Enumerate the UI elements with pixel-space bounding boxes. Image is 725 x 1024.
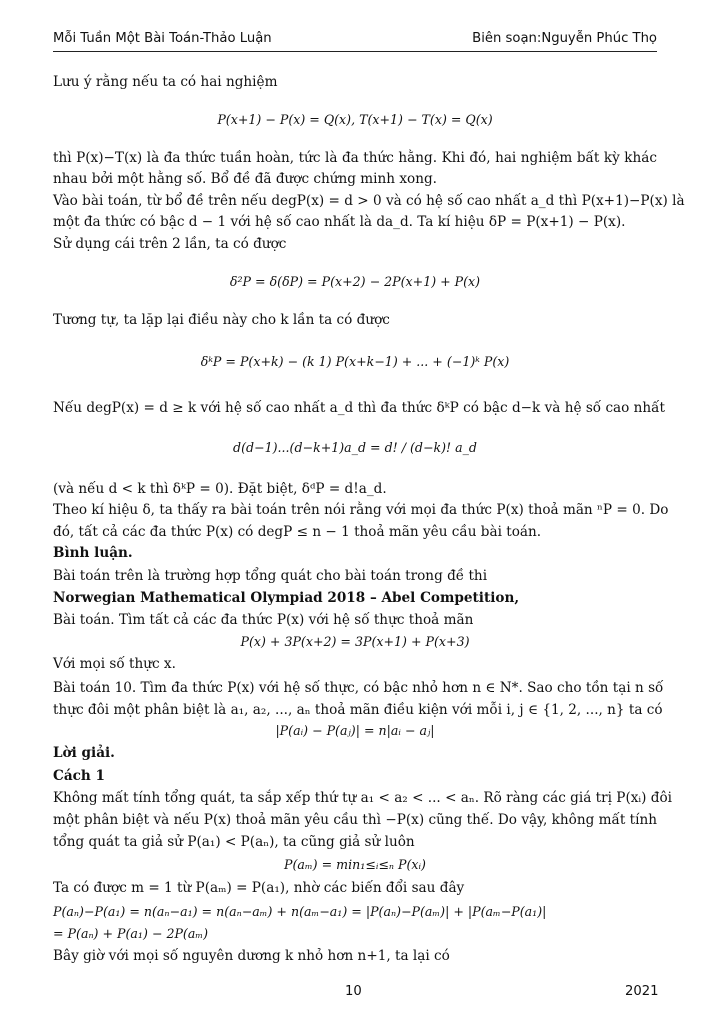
text-line: một đa thức có bậc d − 1 với hệ số cao nhất là da_d. Ta kí hiệu δP = P(x+1) − P(x). bbox=[53, 214, 626, 230]
header-title: Mỗi Tuần Một Bài Toán-Thảo Luận bbox=[53, 31, 272, 46]
text-line: Bài toán 10. Tìm đa thức P(x) với hệ số thực, có bậc nhỏ hơn n ∈ N*. Sao cho tồn tại n số bbox=[53, 680, 664, 696]
equation: P(x+1) − P(x) = Q(x), T(x+1) − T(x) = Q(x) bbox=[217, 112, 493, 127]
equation: = P(aₙ) + P(a₁) − 2P(aₘ) bbox=[53, 926, 208, 941]
text-line: Bây giờ với mọi số nguyên dương k nhỏ hơn n+1, ta lại có bbox=[53, 948, 450, 964]
text-line: Sử dụng cái trên 2 lần, ta có được bbox=[53, 236, 287, 252]
page-number: 10 bbox=[345, 984, 362, 999]
text-line: Với mọi số thực x. bbox=[53, 656, 176, 672]
section-heading: Bình luận. bbox=[53, 545, 133, 561]
text-line: Nếu degP(x) = d ≥ k với hệ số cao nhất a_d thì đa thức δᵏP có bậc d−k và hệ số cao nhất bbox=[53, 400, 665, 416]
section-heading: Cách 1 bbox=[53, 768, 105, 784]
equation: P(aₙ)−P(a₁) = n(aₙ−a₁) = n(aₙ−aₘ) + n(aₘ−a₁) = |P(aₙ)−P(aₘ)| + |P(aₘ−P(a₁)| bbox=[53, 904, 547, 919]
page-header bbox=[53, 31, 657, 51]
text-line: thực đôi một phân biệt là a₁, a₂, ..., aₙ thoả mãn điều kiện với mỗi i, j ∈ {1, 2, ..., n} ta có bbox=[53, 702, 663, 718]
header-rule bbox=[53, 51, 657, 52]
equation: |P(aᵢ) − P(aⱼ)| = n|aᵢ − aⱼ| bbox=[275, 723, 435, 738]
equation: d(d−1)...(d−k+1)a_d = d! / (d−k)! a_d bbox=[233, 440, 477, 455]
footer-year: 2021 bbox=[625, 984, 659, 999]
competition-title: Norwegian Mathematical Olympiad 2018 – Abel Competition, bbox=[53, 590, 520, 606]
header-author: Biên soạn:Nguyễn Phúc Thọ bbox=[472, 31, 657, 46]
text-line: một phân biệt và nếu P(x) thoả mãn yêu cầu thì −P(x) cũng thế. Do vậy, không mất tính bbox=[53, 812, 657, 828]
text-line: Lưu ý rằng nếu ta có hai nghiệm bbox=[53, 74, 278, 90]
equation: δ²P = δ(δP) = P(x+2) − 2P(x+1) + P(x) bbox=[229, 274, 481, 289]
equation: δᵏP = P(x+k) − (k 1) P(x+k−1) + ... + (−1)ᵏ P(x) bbox=[200, 354, 510, 369]
section-heading: Lời giải. bbox=[53, 745, 115, 761]
equation: P(x) + 3P(x+2) = 3P(x+1) + P(x+3) bbox=[240, 634, 470, 649]
text-line: Bài toán trên là trường hợp tổng quát cho bài toán trong đề thi bbox=[53, 568, 488, 584]
text-line: đó, tất cả các đa thức P(x) có degP ≤ n − 1 thoả mãn yêu cầu bài toán. bbox=[53, 524, 542, 540]
text-line: (và nếu d < k thì δᵏP = 0). Đặt biệt, δᵈP = d!a_d. bbox=[53, 481, 387, 497]
text-line: Theo kí hiệu δ, ta thấy ra bài toán trên nói rằng với mọi đa thức P(x) thoả mãn ⁿP = 0. Do bbox=[53, 502, 669, 518]
text-line: Không mất tính tổng quát, ta sắp xếp thứ tự a₁ < a₂ < ... < aₙ. Rõ ràng các giá trị P(xᵢ) đôi bbox=[53, 790, 673, 806]
text-line: thì P(x)−T(x) là đa thức tuần hoàn, tức là đa thức hằng. Khi đó, hai nghiệm bất kỳ khác bbox=[53, 150, 657, 166]
equation: P(aₘ) = min₁≤ᵢ≤ₙ P(xᵢ) bbox=[284, 857, 426, 872]
text-line: Ta có được m = 1 từ P(aₘ) = P(a₁), nhờ các biến đổi sau đây bbox=[53, 880, 465, 896]
text-line: tổng quát ta giả sử P(a₁) < P(aₙ), ta cũng giả sử luôn bbox=[53, 834, 415, 850]
text-line: nhau bởi một hằng số. Bổ đề đã được chứng minh xong. bbox=[53, 171, 437, 187]
text-line: Tương tự, ta lặp lại điều này cho k lần ta có được bbox=[53, 312, 390, 328]
text-line: Vào bài toán, từ bổ đề trên nếu degP(x) = d > 0 và có hệ số cao nhất a_d thì P(x+1)−P(x) là bbox=[53, 193, 685, 209]
text-line: Bài toán. Tìm tất cả các đa thức P(x) với hệ số thực thoả mãn bbox=[53, 612, 474, 628]
